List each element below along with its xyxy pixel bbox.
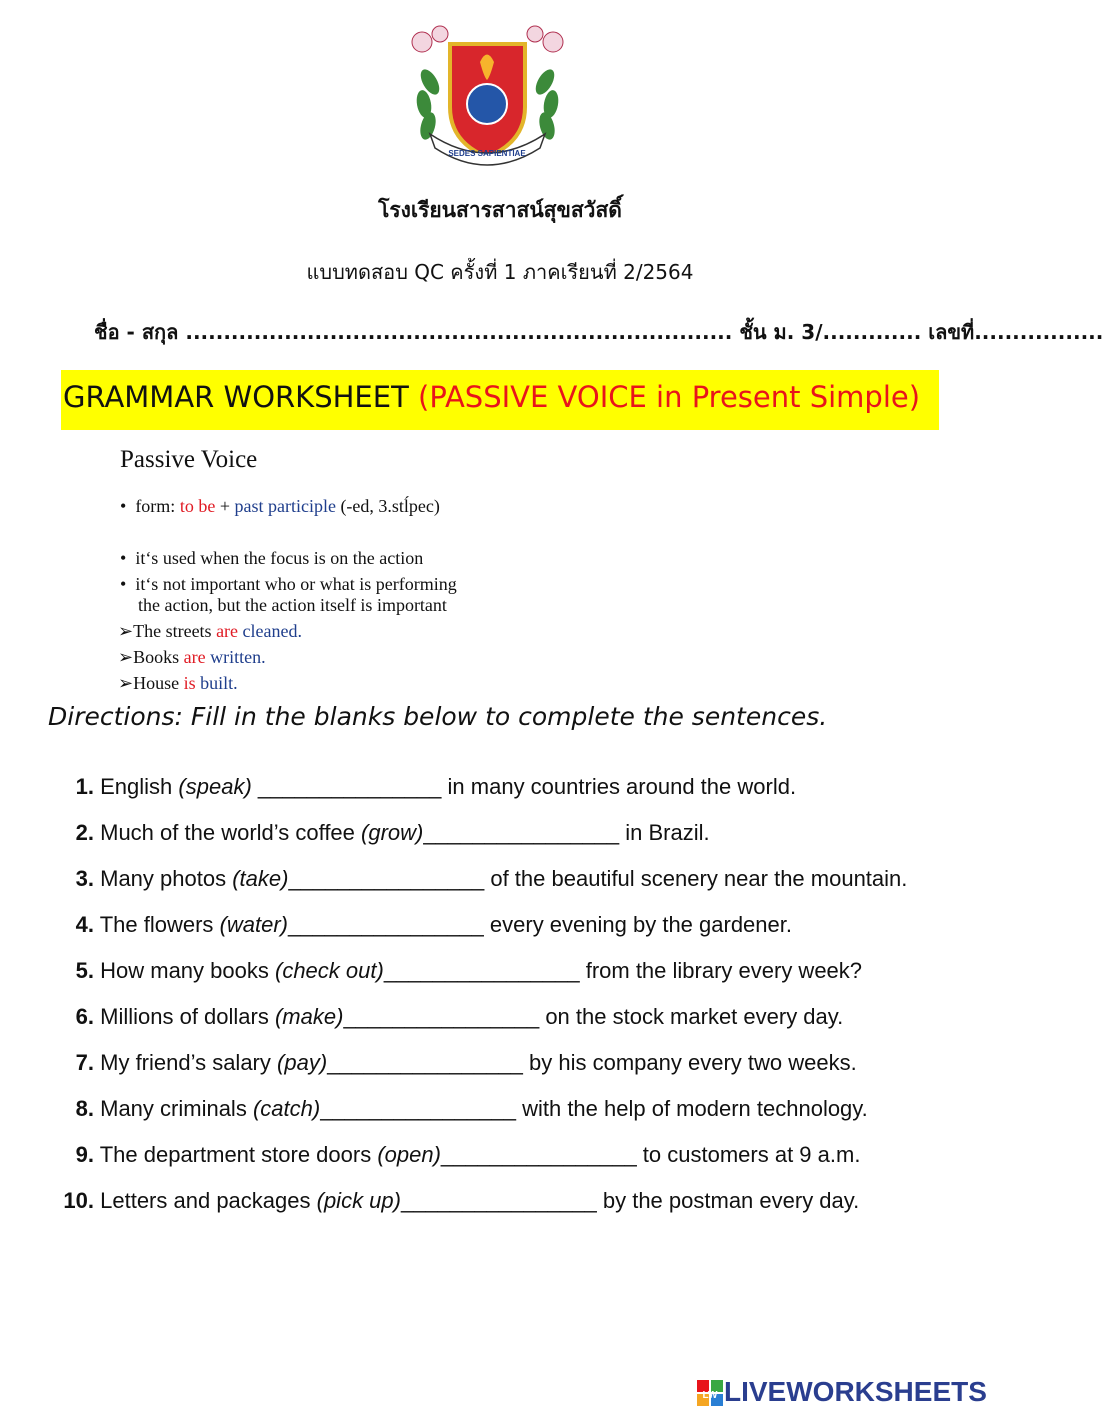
question-verb: (speak)	[178, 774, 252, 799]
question-4	[50, 912, 792, 938]
question-verb: (check out)	[275, 958, 384, 983]
answer-blank[interactable]: ________________	[343, 1004, 540, 1029]
question-10	[50, 1188, 859, 1214]
question-text-end: of the beautiful scenery near the mountain.	[484, 866, 908, 891]
question-number: 2.	[75, 820, 94, 845]
answer-blank[interactable]: _______________	[251, 774, 448, 799]
usage-bullet-2	[120, 574, 457, 595]
question-text-end: in Brazil.	[619, 820, 710, 845]
worksheet-title-main: GRAMMAR WORKSHEET	[63, 380, 409, 414]
usage-bullet-2-line2: the action, but the action itself is important	[138, 595, 447, 615]
question-number: 5.	[75, 958, 94, 983]
example-3-aux: is	[183, 673, 196, 693]
question-text-end: in many countries around the world.	[447, 774, 797, 799]
question-text: Many criminals	[100, 1096, 247, 1121]
example-3-subject: House	[133, 673, 180, 693]
usage-bullet-2-text: it‘s not important who or what is performing	[135, 574, 457, 594]
question-verb: (take)	[232, 866, 289, 891]
question-verb: (pay)	[277, 1050, 328, 1075]
school-name: โรงเรียนสารสาสน์สุขสวัสดิ์	[378, 198, 622, 222]
question-number: 7.	[75, 1050, 94, 1075]
question-text: English	[100, 774, 173, 799]
question-text: The flowers	[99, 912, 214, 937]
example-1-aux: are	[216, 621, 239, 641]
question-text-end: with the help of modern technology.	[515, 1096, 868, 1121]
question-number: 10.	[63, 1188, 94, 1213]
liveworksheets-brand[interactable]: LIVEWORKSHEETS	[724, 1376, 987, 1407]
student-info-row: ชื่อ - สกุล ........................................................................ ชั้น ม. 3/............. เลขที่.................	[94, 320, 1103, 344]
form-note: (-ed, 3.stĺpec)	[340, 496, 440, 516]
form-rule	[120, 496, 440, 517]
question-text: Letters and packages	[100, 1188, 311, 1213]
question-number: 9.	[75, 1142, 94, 1167]
exam-title: แบบทดสอบ QC ครั้งที่ 1 ภาคเรียนที่ 2/2564	[306, 260, 694, 284]
question-text-end: every evening by the gardener.	[483, 912, 792, 937]
arrow-bullet-icon: ➢	[118, 647, 134, 667]
question-verb: (catch)	[252, 1096, 321, 1121]
logo-icon-letters: LW	[702, 1390, 718, 1401]
answer-blank[interactable]: ________________	[423, 820, 620, 845]
question-number: 1.	[75, 774, 94, 799]
question-text: Millions of dollars	[100, 1004, 269, 1029]
form-past-participle: past participle	[234, 496, 336, 516]
question-3	[50, 866, 907, 892]
directions: Directions: Fill in the blanks below to complete the sentences.	[48, 702, 828, 731]
question-text-end: by the postman every day.	[596, 1188, 860, 1213]
question-verb: (water)	[219, 912, 289, 937]
form-plus: +	[219, 496, 230, 516]
answer-blank[interactable]: ________________	[440, 1142, 637, 1167]
question-number: 4.	[75, 912, 94, 937]
question-9	[50, 1142, 860, 1168]
form-label: form:	[135, 496, 176, 516]
answer-blank[interactable]: ________________	[327, 1050, 523, 1075]
example-1-participle: cleaned.	[242, 621, 303, 641]
example-1-subject: The streets	[133, 621, 212, 641]
question-text-end: on the stock market every day.	[539, 1004, 844, 1029]
school-crest-logo	[400, 22, 575, 180]
example-2-aux: are	[183, 647, 206, 667]
answer-blank[interactable]: ________________	[400, 1188, 597, 1213]
question-5	[50, 958, 862, 984]
form-to-be: to be	[179, 496, 216, 516]
question-7	[50, 1050, 857, 1076]
question-text: Much of the world’s coffee	[100, 820, 355, 845]
question-text: Many photos	[100, 866, 227, 891]
worksheet-title-topic: (PASSIVE VOICE in Present Simple)	[418, 380, 921, 414]
usage-bullet-1	[120, 548, 423, 569]
example-1	[118, 621, 302, 642]
logo-motto: SEDES SAPIENTIAE	[448, 149, 526, 158]
example-2-participle: written.	[210, 647, 266, 667]
arrow-bullet-icon: ➢	[118, 673, 134, 693]
question-text-end: by his company every two weeks.	[522, 1050, 857, 1075]
bullet-icon: •	[120, 548, 136, 568]
question-text: My friend’s salary	[100, 1050, 271, 1075]
example-2-subject: Books	[133, 647, 180, 667]
question-text: The department store doors	[99, 1142, 372, 1167]
question-verb: (make)	[274, 1004, 344, 1029]
question-number: 3.	[75, 866, 94, 891]
liveworksheets-logo-icon	[697, 1380, 723, 1406]
question-verb: (pick up)	[316, 1188, 401, 1213]
question-1	[50, 774, 796, 800]
question-2	[50, 820, 710, 846]
question-8	[50, 1096, 868, 1122]
usage-bullet-1-text: it‘s used when the focus is on the action	[135, 548, 424, 568]
question-number: 8.	[75, 1096, 94, 1121]
question-verb: (grow)	[361, 820, 424, 845]
example-3-participle: built.	[200, 673, 238, 693]
question-number: 6.	[75, 1004, 94, 1029]
answer-blank[interactable]: ________________	[288, 866, 485, 891]
question-6	[50, 1004, 843, 1030]
answer-blank[interactable]: ________________	[288, 912, 484, 937]
question-text: How many books	[100, 958, 269, 983]
example-3	[118, 673, 238, 694]
answer-blank[interactable]: ________________	[320, 1096, 516, 1121]
question-text-end: from the library every week?	[579, 958, 863, 983]
question-verb: (open)	[377, 1142, 441, 1167]
answer-blank[interactable]: ________________	[383, 958, 580, 983]
worksheet-title	[63, 380, 920, 414]
bullet-icon: •	[120, 496, 136, 516]
question-text-end: to customers at 9 a.m.	[636, 1142, 861, 1167]
passive-voice-heading: Passive Voice	[120, 446, 258, 473]
example-2	[118, 647, 266, 668]
bullet-icon: •	[120, 574, 136, 594]
arrow-bullet-icon: ➢	[118, 621, 134, 641]
